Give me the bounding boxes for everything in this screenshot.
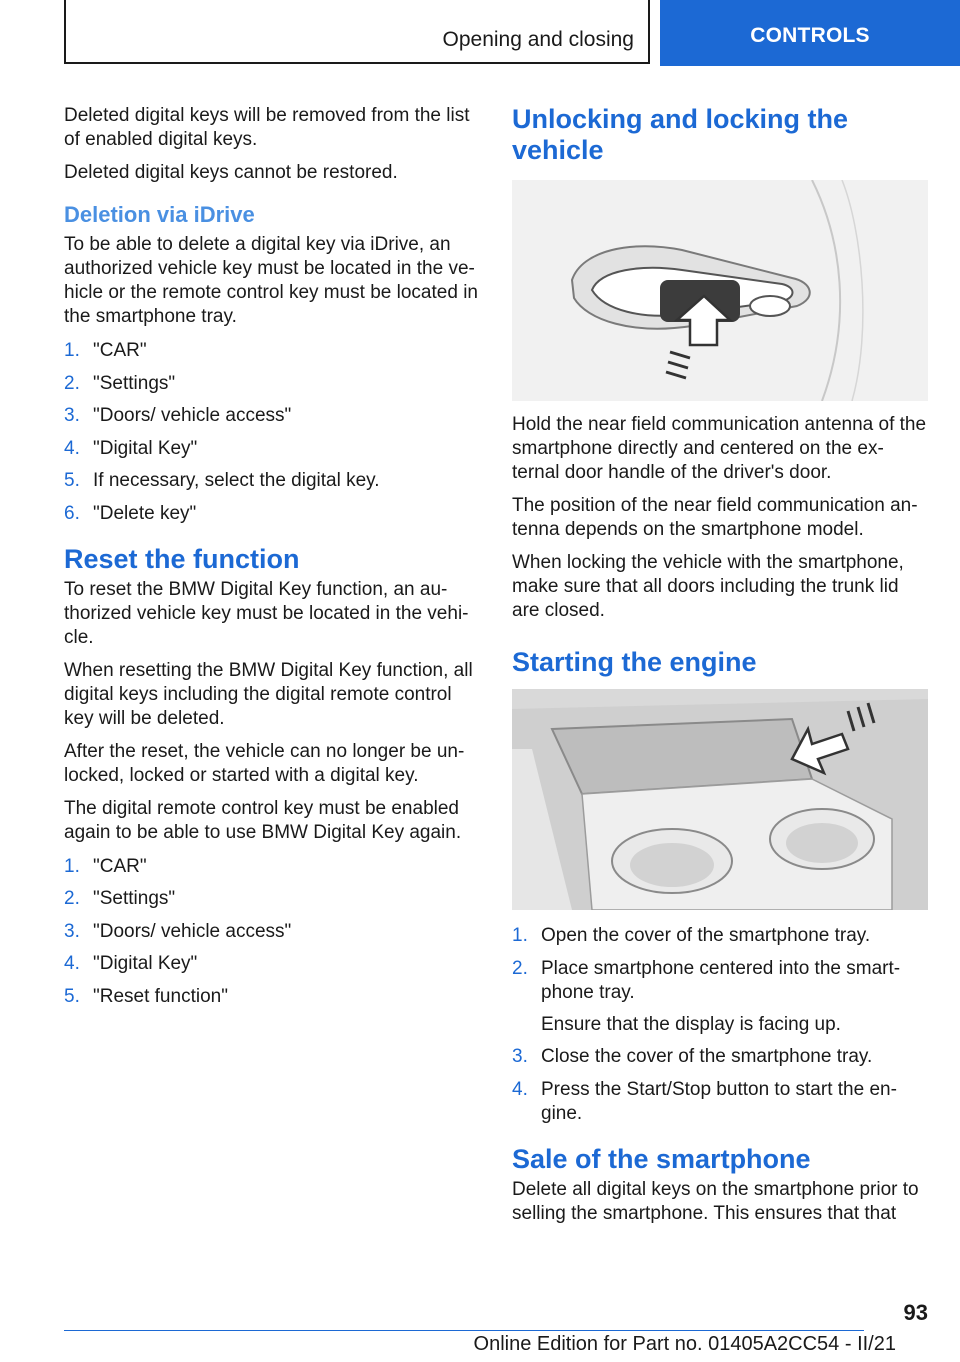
step-subtext: Ensure that the display is facing up.: [541, 1013, 841, 1035]
step-text: "Reset function": [93, 985, 228, 1007]
step-text: Press the Start/Stop button to start the en-gine.: [541, 1078, 897, 1124]
reset-steps: [64, 855, 480, 1009]
step-number: 5.: [64, 985, 80, 1007]
step-text: "Settings": [93, 888, 176, 909]
right-column: [512, 104, 928, 1235]
deletion-text: To be able to delete a digital key via iDrive, an authorized vehicle key must be located in the ve-hicle or the remote control key must be located in the smartphone tray.: [64, 234, 478, 327]
step-text: "Digital Key": [93, 953, 198, 974]
page-number: 93: [903, 1300, 928, 1325]
step-text: Place smartphone centered into the smart-phone tray.: [541, 957, 901, 1003]
step-number: 4.: [64, 437, 80, 459]
unlock-heading: Unlocking and locking the vehicle: [512, 104, 849, 165]
step-text-wrapper: [541, 957, 928, 1037]
step-number: 1.: [64, 340, 80, 361]
reset-paragraph: After the reset, the vehicle can no longer be un-locked, locked or started with a digital key.: [64, 740, 465, 786]
reset-paragraph: The digital remote control key must be enabled again to be able to use BMW Digital Key again.: [64, 797, 462, 843]
step-text: "Delete key": [93, 502, 197, 524]
unlock-paragraph: When locking the vehicle with the smartphone, make sure that all doors including the trunk lid are closed.: [512, 552, 904, 621]
sale-text: Delete all digital keys on the smartphone prior to selling the smartphone. This ensures that that: [512, 1178, 919, 1224]
step-number: 2.: [64, 888, 80, 909]
step-text: "CAR": [93, 855, 147, 877]
unlock-paragraph: Hold the near field communication antenna of the smartphone directly and centered on the ex-ternal door handle of the driver's door.: [512, 414, 927, 483]
list-item: [64, 887, 480, 911]
sale-heading: Sale of the smartphone: [512, 1143, 811, 1174]
step-number: 3.: [64, 920, 80, 942]
intro-paragraph: Deleted digital keys will be removed from the list of enabled digital keys.: [64, 105, 470, 150]
edition-note: Online Edition for Part no. 01405A2CC54 - II/21: [473, 1333, 896, 1355]
step-text: Open the cover of the smartphone tray.: [541, 925, 871, 946]
list-item: [64, 502, 480, 526]
list-item: [512, 1045, 928, 1069]
step-number: 2.: [64, 372, 80, 394]
step-text: Close the cover of the smartphone tray.: [541, 1046, 873, 1067]
deletion-heading: Deletion via iDrive: [64, 202, 255, 227]
list-item: [512, 924, 928, 948]
list-item: [64, 855, 480, 879]
start-heading: Starting the engine: [512, 647, 757, 677]
step-number: 1.: [64, 855, 80, 877]
deletion-steps: [64, 339, 480, 526]
left-column: [64, 104, 480, 1023]
reset-paragraph: When resetting the BMW Digital Key function, all digital keys including the digital remote control key will be deleted.: [64, 659, 473, 729]
list-item: [512, 957, 928, 1037]
list-item: [64, 339, 480, 363]
step-text: "Doors/ vehicle access": [93, 920, 292, 942]
footer-divider: [64, 1330, 864, 1331]
list-item: [64, 469, 480, 493]
step-number: 3.: [64, 405, 80, 426]
step-number: 4.: [512, 1078, 528, 1100]
step-text: If necessary, select the digital key.: [93, 470, 380, 491]
step-number: 4.: [64, 953, 80, 974]
step-text: "Doors/ vehicle access": [93, 405, 292, 426]
start-steps: [512, 924, 928, 1126]
step-text: "Settings": [93, 372, 176, 394]
chapter-tab[interactable]: CONTROLS: [660, 0, 960, 66]
section-title: Opening and closing: [442, 28, 634, 51]
reset-paragraph: To reset the BMW Digital Key function, an au-thorized vehicle key must be located in the vehi-cle.: [64, 578, 469, 648]
step-number: 6.: [64, 502, 80, 524]
reset-heading: Reset the function: [64, 543, 300, 574]
list-item: [64, 437, 480, 461]
list-item: [64, 372, 480, 396]
list-item: [64, 404, 480, 428]
intro-paragraph: Deleted digital keys cannot be restored.: [64, 162, 398, 183]
door-handle-illustration: [512, 180, 928, 401]
step-text: "CAR": [93, 340, 147, 361]
step-text: "Digital Key": [93, 437, 198, 459]
list-item: [64, 920, 480, 944]
smartphone-tray-illustration: [512, 689, 928, 910]
step-number: 3.: [512, 1046, 528, 1067]
step-number: 1.: [512, 925, 528, 946]
step-number: 5.: [64, 470, 80, 491]
step-number: 2.: [512, 957, 528, 979]
list-item: [64, 952, 480, 976]
list-item: [512, 1078, 928, 1126]
list-item: [64, 985, 480, 1009]
unlock-paragraph: The position of the near field communication an-tenna depends on the smartphone model.: [512, 495, 918, 540]
